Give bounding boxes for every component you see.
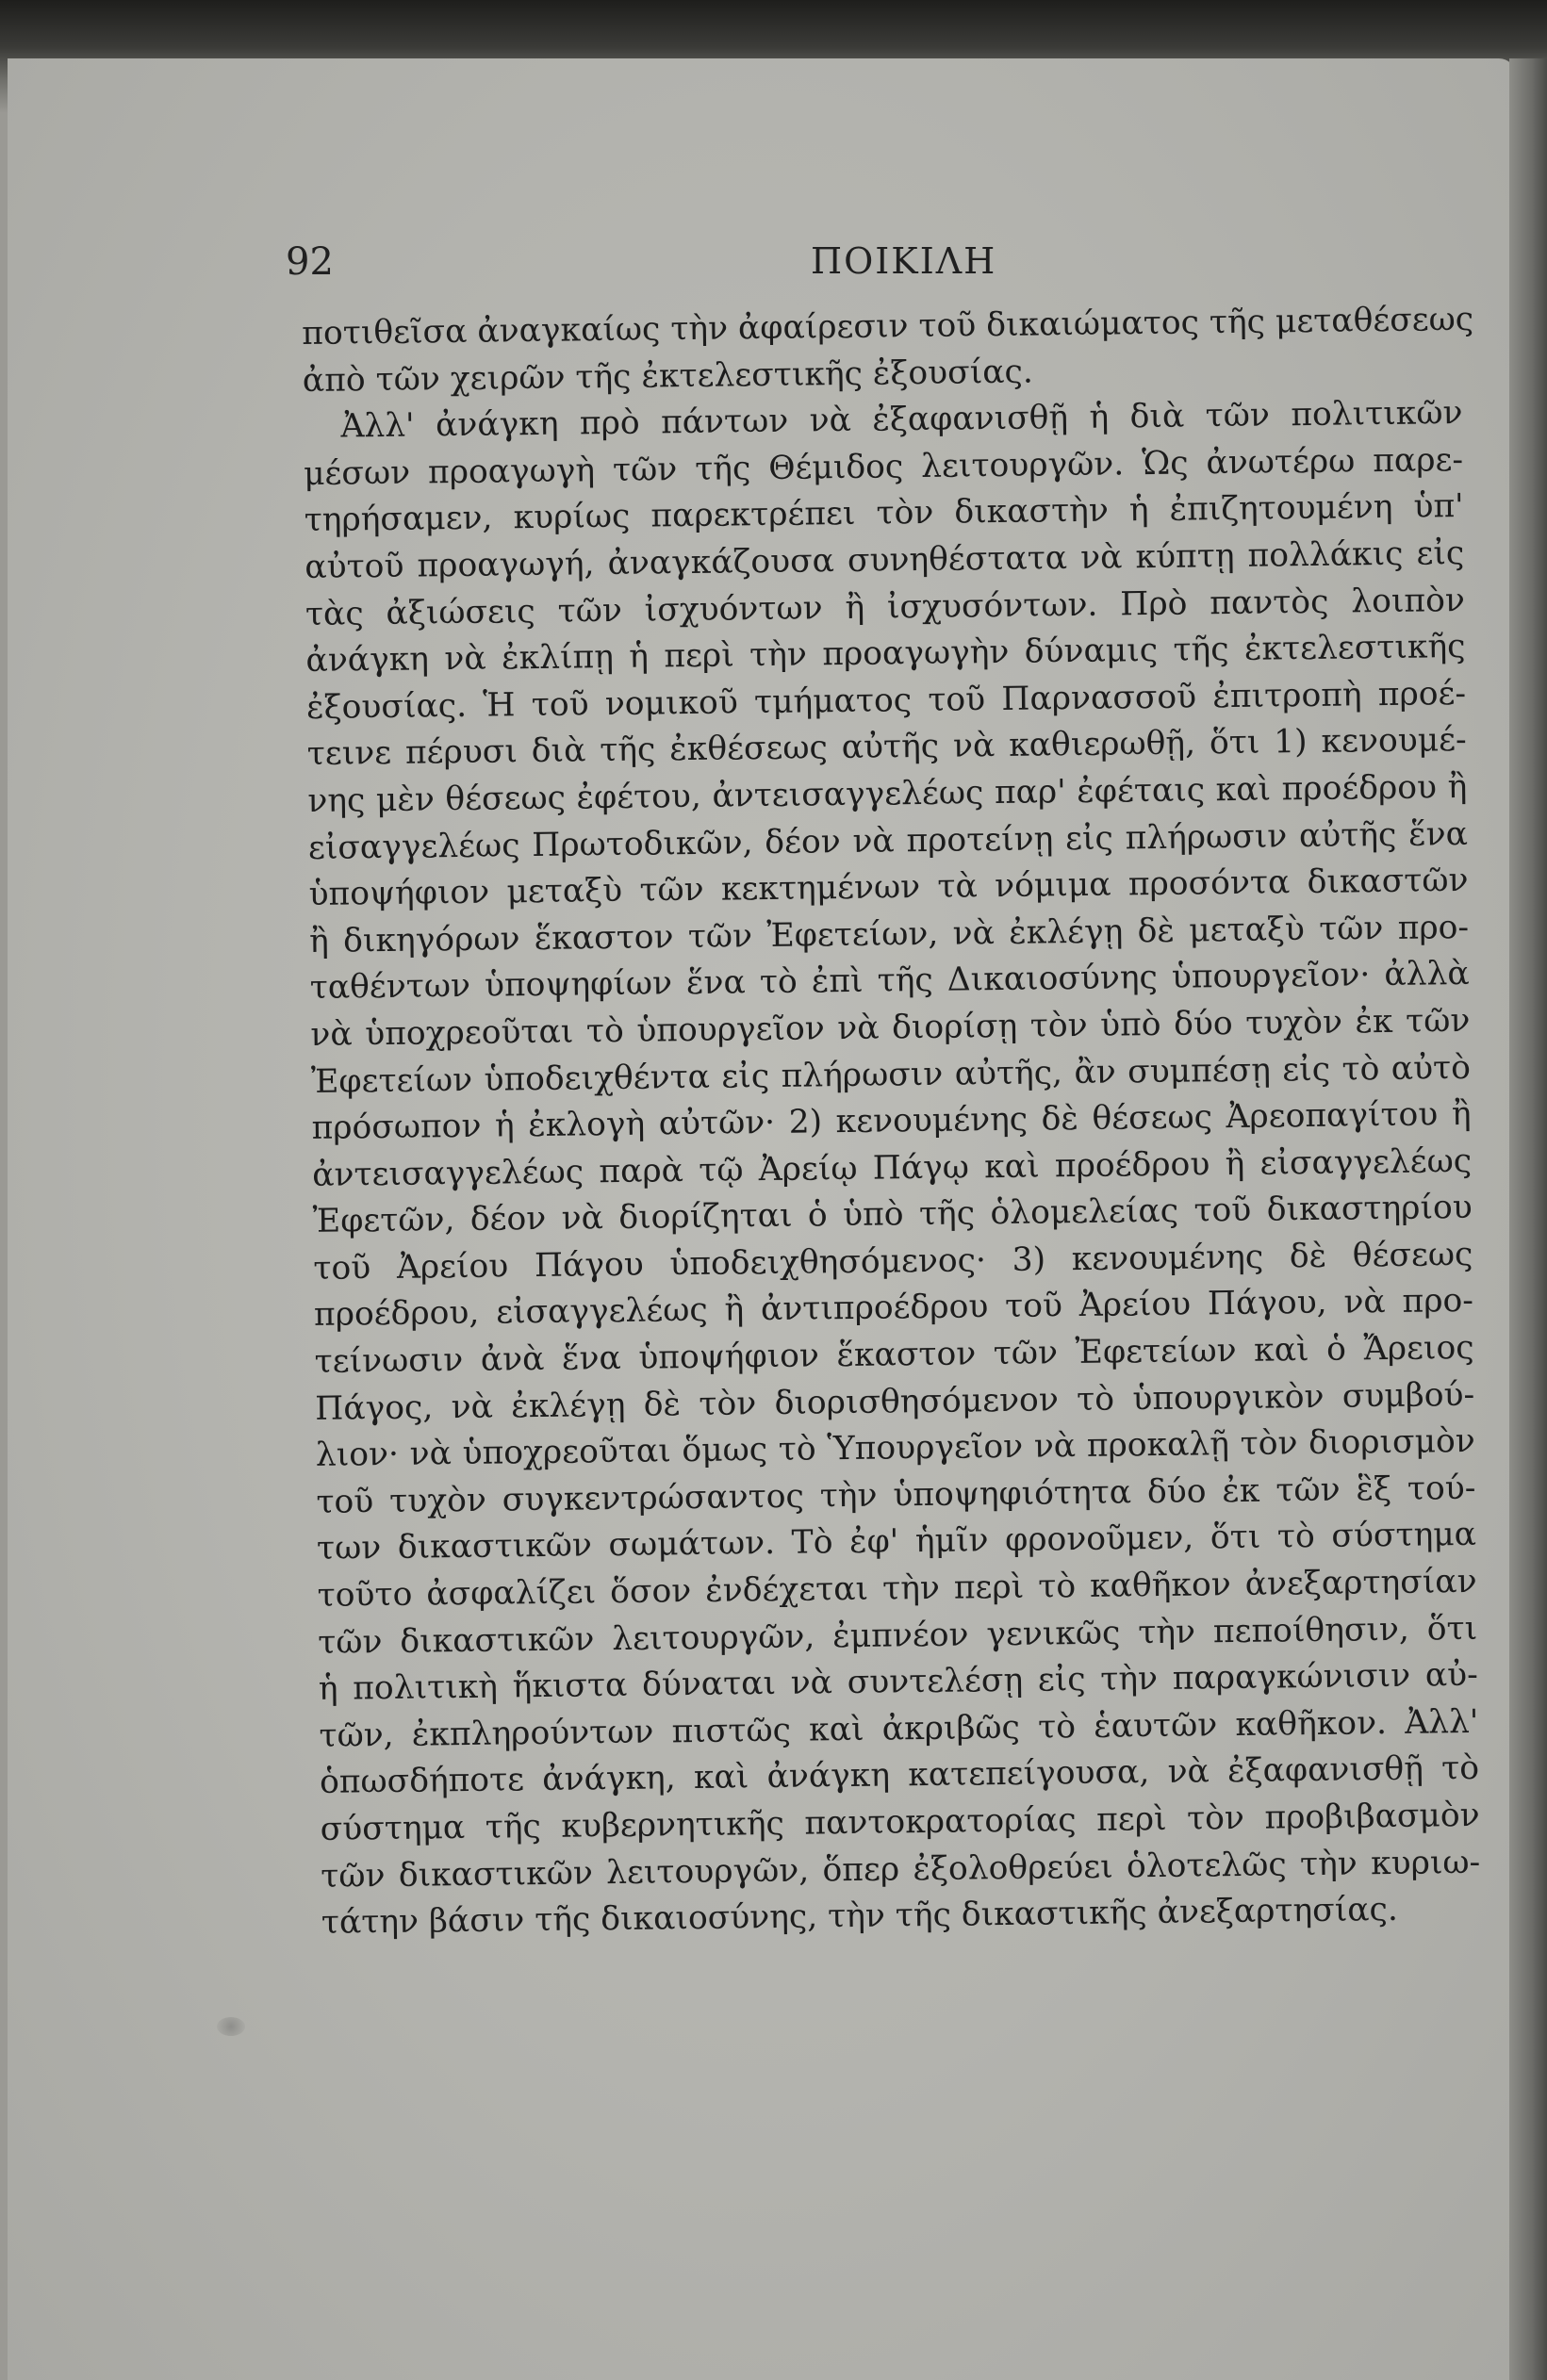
text-line: τείνωσιν ἀνὰ ἕνα ὑποψήφιον ἕκαστον τῶν Ἐφετείων καὶ ὁ Ἄρειος	[314, 1328, 1474, 1381]
text-line: τάτην βάσιν τῆς δικαιοσύνης, τὴν τῆς δικαστικῆς ἀνεξαρτησίας.	[321, 1891, 1399, 1943]
text-line: τῶν δικαστικῶν λειτουργῶν, ἐμπνέον γενικῶς τὴν πεποίθησιν, ὅτι	[318, 1609, 1478, 1662]
text-line: τῶν δικαστικῶν λειτουργῶν, ὅπερ ἐξολοθρεύει ὁλοτελῶς τὴν κυριω-	[321, 1843, 1481, 1896]
running-title: ΠΟΙΚΙΛΗ	[811, 240, 997, 282]
text-line: σύστημα τῆς κυβερνητικῆς παντοκρατορίας περὶ τὸν προβιβασμὸν	[320, 1796, 1480, 1848]
text-line: τοῦ τυχὸν συγκεντρώσαντος τὴν ὑποψηφιότητα δύο ἐκ τῶν ἓξ τού-	[316, 1469, 1476, 1521]
text-line: ὁπωσδήποτε ἀνάγκη, καὶ ἀνάγκη κατεπείγουσα, νὰ ἐξαφανισθῇ τὸ	[319, 1749, 1480, 1802]
text-line: τὰς ἀξιώσεις τῶν ἰσχυόντων ἢ ἰσχυσόντων. Πρὸ παντὸς λοιπὸν	[304, 581, 1466, 633]
text-line: τοῦ Ἀρείου Πάγου ὑποδειχθησόμενος· 3) κενουμένης δὲ θέσεως	[313, 1235, 1473, 1288]
text-line: προέδρου, εἰσαγγελέως ἢ ἀντιπροέδρου τοῦ Ἀρείου Πάγου, νὰ προ-	[313, 1282, 1474, 1335]
text-line: ἡ πολιτικὴ ἥκιστα δύναται νὰ συντελέσῃ εἰς τὴν παραγκώνισιν αὐ-	[318, 1656, 1479, 1709]
text-line: πρόσωπον ἡ ἐκλογὴ αὐτῶν· 2) κενουμένης δὲ θέσεως Ἀρεοπαγίτου ἢ	[311, 1095, 1472, 1148]
page-number: 92	[286, 240, 334, 284]
text-line: ἀνάγκη νὰ ἐκλίπῃ ἡ περὶ τὴν προαγωγὴν δύναμις τῆς ἐκτελεστικῆς	[305, 628, 1466, 681]
page-edge-shadow	[1509, 58, 1547, 2380]
text-line: μέσων προαγωγὴ τῶν τῆς Θέμιδος λειτουργῶν. Ὡς ἀνωτέρω παρε-	[303, 440, 1464, 493]
body-text	[302, 297, 1481, 1947]
text-line: νης μὲν θέσεως ἐφέτου, ἀντεισαγγελέως παρ' ἐφέταις καὶ προέδρου ἢ	[307, 767, 1468, 820]
text-line: ἐξουσίας. Ἡ τοῦ νομικοῦ τμήματος τοῦ Παρνασσοῦ ἐπιτροπὴ προέ-	[305, 674, 1467, 727]
text-line: ὑποψήφιον μεταξὺ τῶν κεκτημένων τὰ νόμιμα προσόντα δικαστῶν	[308, 862, 1469, 914]
text-line: τηρήσαμεν, κυρίως παρεκτρέπει τὸν δικαστὴν ἡ ἐπιζητουμένη ὑπ'	[304, 487, 1464, 540]
text-line: αὐτοῦ προαγωγή, ἀναγκάζουσα συνηθέστατα νὰ κύπτῃ πολλάκις εἰς	[304, 533, 1465, 586]
text-line: ἀπὸ τῶν χειρῶν τῆς ἐκτελεστικῆς ἐξουσίας.	[302, 353, 1034, 400]
text-line: λιον· νὰ ὑποχρεοῦται ὅμως τὸ Ὑπουργεῖον νὰ προκαλῇ τὸν διορισμὸν	[315, 1422, 1475, 1475]
text-line: ποτιθεῖσα ἀναγκαίως τὴν ἀφαίρεσιν τοῦ δικαιώματος τῆς μεταθέσεως	[302, 300, 1474, 353]
text-line: Ἀλλ' ἀνάγκη πρὸ πάντων νὰ ἐξαφανισθῇ ἡ διὰ τῶν πολιτικῶν	[340, 394, 1463, 446]
text-line: Ἐφετείων ὑποδειχθέντα εἰς πλήρωσιν αὐτῆς, ἂν συμπέσῃ εἰς τὸ αὐτὸ	[310, 1048, 1472, 1101]
text-line: ἀντεισαγγελέως παρὰ τῷ Ἀρείῳ Πάγῳ καὶ προέδρου ἢ εἰσαγγελέως	[311, 1141, 1473, 1194]
text-line: τῶν, ἐκπληρούντων πιστῶς καὶ ἀκριβῶς τὸ ἑαυτῶν καθῆκον. Ἀλλ'	[319, 1702, 1479, 1755]
text-line: των δικαστικῶν σωμάτων. Τὸ ἐφ' ἡμῖν φρονοῦμεν, ὅτι τὸ σύστημα	[316, 1516, 1477, 1568]
paper-speck	[217, 2017, 245, 2036]
text-line: ταθέντων ὑποψηφίων ἕνα τὸ ἐπὶ τῆς Δικαιοσύνης ὑπουργεῖον· ἀλλὰ	[309, 955, 1470, 1008]
text-line: ἢ δικηγόρων ἕκαστον τῶν Ἐφετείων, νὰ ἐκλέγῃ δὲ μεταξὺ τῶν προ-	[308, 908, 1470, 960]
text-line: Ἐφετῶν, δέον νὰ διορίζηται ὁ ὑπὸ τῆς ὁλομελείας τοῦ δικαστηρίου	[312, 1189, 1473, 1241]
text-line: νὰ ὑποχρεοῦται τὸ ὑπουργεῖον νὰ διορίσῃ τὸν ὑπὸ δύο τυχὸν ἐκ τῶν	[310, 1001, 1471, 1054]
text-line: τοῦτο ἀσφαλίζει ὅσον ἐνδέχεται τὴν περὶ τὸ καθῆκον ἀνεξαρτησίαν	[317, 1562, 1477, 1615]
text-line: εἰσαγγελέως Πρωτοδικῶν, δέον νὰ προτείνῃ εἰς πλήρωσιν αὐτῆς ἕνα	[307, 814, 1469, 867]
text-line: Πάγος, νὰ ἐκλέγῃ δὲ τὸν διορισθησόμενον τὸ ὑπουργικὸν συμβού-	[314, 1375, 1475, 1428]
text-line: τεινε πέρυσι διὰ τῆς ἐκθέσεως αὐτῆς νὰ καθιερωθῇ, ὅτι 1) κενουμέ-	[306, 721, 1467, 774]
